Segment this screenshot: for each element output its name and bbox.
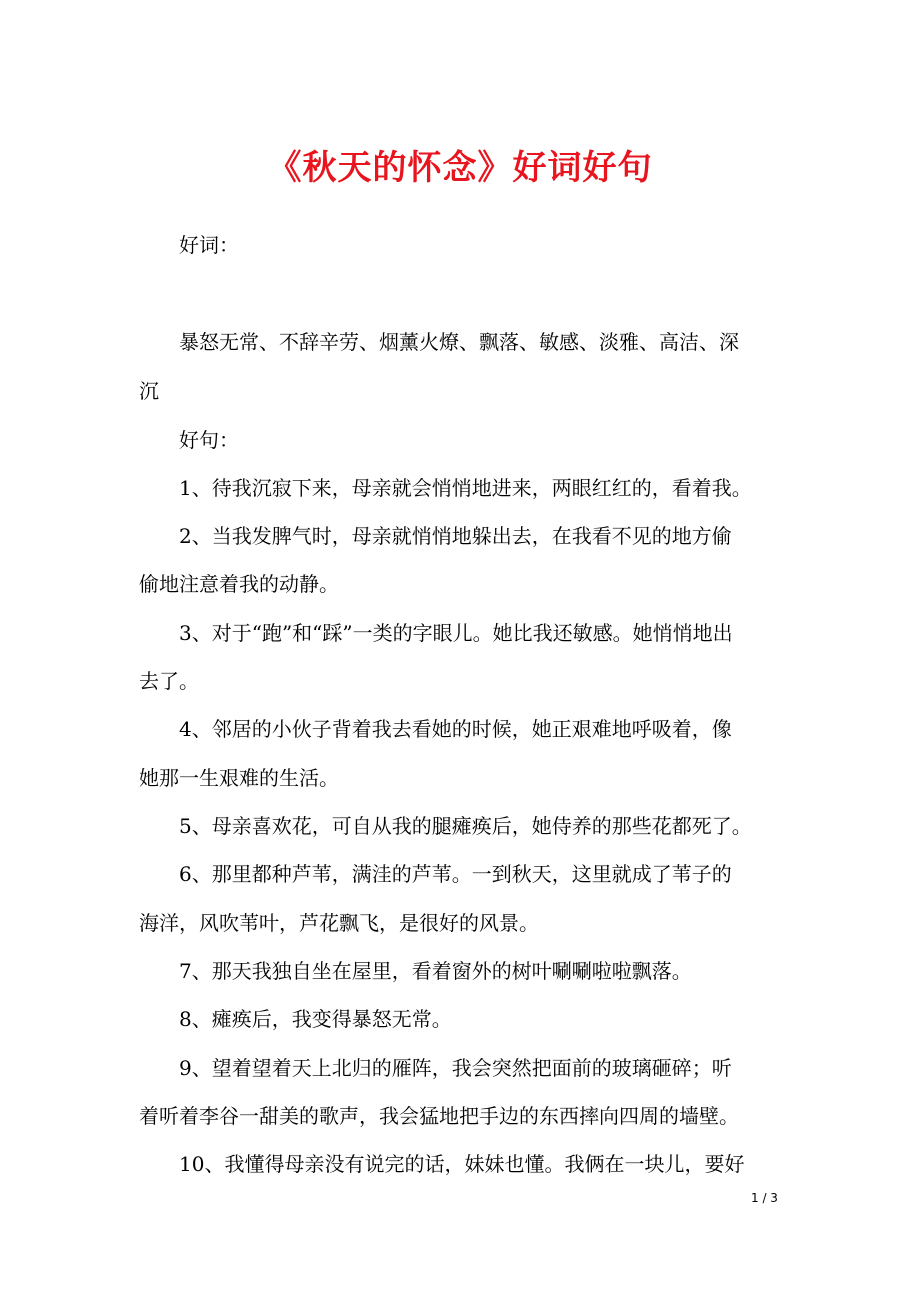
paragraph-line: 3、对于“跑”和“踩”一类的字眼儿。她比我还敏感。她悄悄地出 xyxy=(139,621,733,645)
paragraph-line: 2、当我发脾气时，母亲就悄悄地躲出去，在我看不见的地方偷 xyxy=(139,524,732,548)
paragraph-line: 8、瘫痪后，我变得暴怒无常。 xyxy=(139,1007,452,1031)
document-title: 《秋天的怀念》好词好句 xyxy=(267,148,653,188)
paragraph-line: 去了。 xyxy=(139,669,199,693)
paragraph-line: 7、那天我独自坐在屋里，看着窗外的树叶唰唰啦啦飘落。 xyxy=(139,959,692,983)
paragraph-line: 10、我懂得母亲没有说完的话，妹妹也懂。我俩在一块儿，要好 xyxy=(139,1152,745,1176)
paragraph-line: 沉 xyxy=(139,379,159,403)
paragraph-line: 着听着李谷一甜美的歌声，我会猛地把手边的东西摔向四周的墙壁。 xyxy=(139,1104,739,1128)
paragraph-line: 海洋，风吹苇叶，芦花飘飞，是很好的风景。 xyxy=(139,911,539,935)
section-heading-good-words: 好词： xyxy=(139,233,239,257)
paragraph-line: 5、母亲喜欢花，可自从我的腿瘫痪后，她侍养的那些花都死了。 xyxy=(139,814,752,838)
paragraph-line: 6、那里都种芦苇，满洼的芦苇。一到秋天，这里就成了苇子的 xyxy=(139,862,732,886)
paragraph-line: 9、望着望着天上北归的雁阵，我会突然把面前的玻璃砸碎；听 xyxy=(139,1056,732,1080)
page-number: 1 / 3 xyxy=(751,1191,778,1205)
paragraph-line: 她那一生艰难的生活。 xyxy=(139,766,339,790)
paragraph-line: 4、邻居的小伙子背着我去看她的时候，她正艰难地呼吸着，像 xyxy=(139,717,732,741)
paragraph-line: 1、待我沉寂下来，母亲就会悄悄地进来，两眼红红的，看着我。 xyxy=(139,476,752,500)
paragraph-line: 暴怒无常、不辞辛劳、烟薰火燎、飘落、敏感、淡雅、高洁、深 xyxy=(139,330,739,354)
paragraph-line: 偷地注意着我的动静。 xyxy=(139,572,339,596)
section-heading-good-sentences: 好句： xyxy=(139,428,239,452)
